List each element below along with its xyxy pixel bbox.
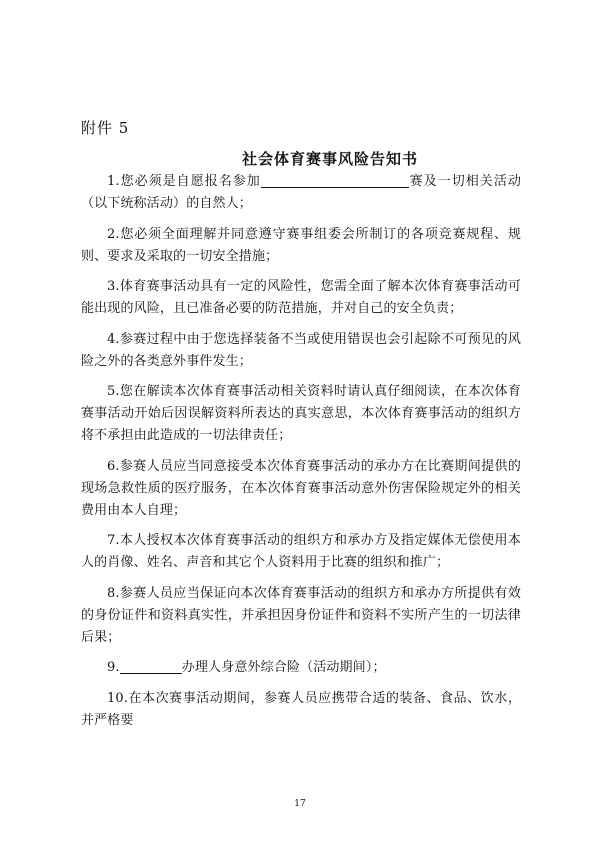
attachment-label: 附件 5 — [81, 119, 130, 137]
paragraph-1-end: 赛及一切相关活动（以下统称活动）的自然人； — [81, 174, 521, 211]
paragraph-8: 8.参赛人员应当保证向本次体育赛事活动的组织方和承办方所提供有效的身份证件和资料真实性，并承担因身份证件和资料不实所产生的一切法律后果； — [81, 585, 521, 645]
paragraph-2: 2.您必须全面理解并同意遵守赛事组委会所制订的各项竞赛规程、规则、要求及采取的一切安全措施； — [81, 226, 521, 264]
paragraph-9-start: 9. — [107, 660, 120, 675]
paragraph-5: 5.您在解读本次体育赛事活动相关资料时请认真仔细阅读，在本次体育赛事活动开始后因误解资料所表达的真实意思，本次体育赛事活动的组织方将不承担由此造成的一切法律责任； — [81, 384, 521, 443]
paragraph-9 — [81, 657, 521, 679]
paragraph-1-start: 1.您必须是自愿报名参加 — [107, 174, 261, 189]
document-body — [81, 171, 521, 740]
paragraph-6: 6.参赛人员应当同意接受本次体育赛事活动的承办方在比赛期间提供的现场急救性质的医疗服务，在本次体育赛事活动意外伤害保险规定外的相关费用由本人自理； — [81, 458, 521, 518]
paragraph-3: 3.体育赛事活动具有一定的风险性，您需全面了解本次体育赛事活动可能出现的风险，且已准备必要的防范措施，并对自己的安全负责； — [81, 279, 521, 316]
document-title: 社会体育赛事风险告知书 — [241, 150, 418, 168]
paragraph-9-end: 办理人身意外综合险（活动期间）； — [181, 660, 386, 675]
paragraph-1 — [81, 171, 521, 215]
insurance-party-blank — [120, 659, 182, 674]
event-name-blank — [261, 173, 409, 188]
paragraph-4: 4.参赛过程中由于您选择装备不当或使用错误也会引起除不可预见的风险之外的各类意外事件发生； — [81, 331, 521, 369]
page-number: 17 — [294, 799, 306, 809]
paragraph-7: 7.本人授权本次体育赛事活动的组织方和承办方及指定媒体无偿使用本人的肖像、姓名、声音和其它个人资料用于比赛的组织和推广； — [81, 533, 521, 570]
paragraph-10: 10.在本次赛事活动期间，参赛人员应携带合适的装备、食品、饮水，并严格要 — [81, 690, 521, 728]
